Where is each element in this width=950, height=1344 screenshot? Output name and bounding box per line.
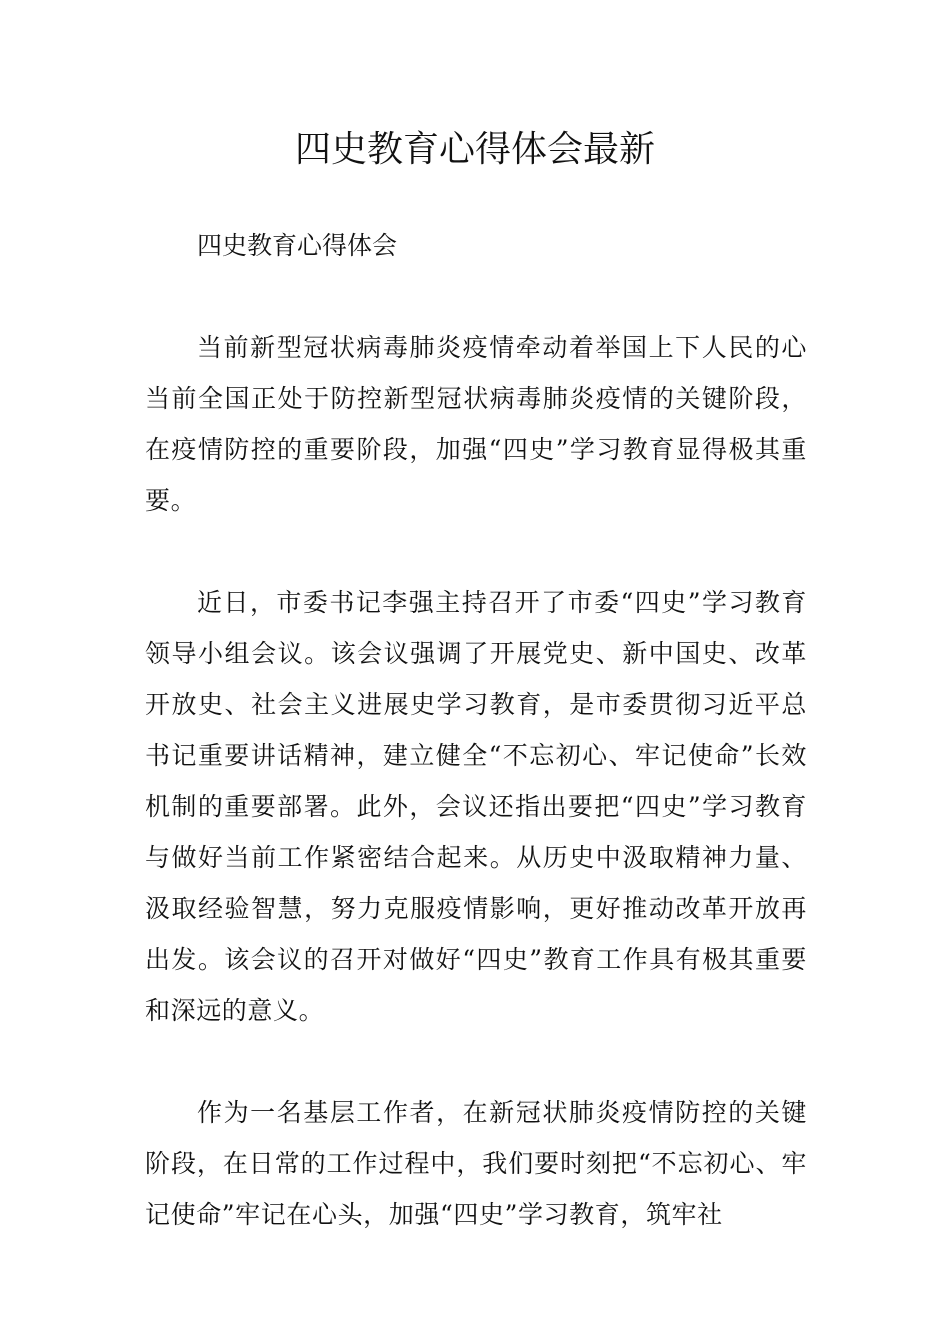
paragraph-3: 作为一名基层工作者，在新冠状肺炎疫情防控的关键阶段，在日常的工作过程中，我们要时刻把“不忘初心、牢记使命”牢记在心头，加强“四史”学习教育，筑牢社 (145, 1098, 807, 1229)
document-subtitle: 四史教育心得体会 (197, 231, 398, 260)
paragraph-2: 近日，市委书记李强主持召开了市委“四史”学习教育领导小组会议。该会议强调了开展党史、新中国史、改革开放史、社会主义进展史学习教育，是市委贯彻习近平总书记重要讲话精神，建立健全“不忘初心、牢记使命”长效机制的重要部署。此外，会议还指出要把“四史”学习教育与做好当前工作紧密结合起来。从历史中汲取精神力量、汲取经验智慧，努力克服疫情影响，更好推动改革开放再出发。该会议的召开对做好“四史”教育工作具有极其重要和深远的意义。 (145, 588, 807, 1025)
paragraph-1: 当前新型冠状病毒肺炎疫情牵动着举国上下人民的心当前全国正处于防控新型冠状病毒肺炎疫情的关键阶段，在疫情防控的重要阶段，加强“四史”学习教育显得极其重要。 (145, 333, 807, 515)
document-body (145, 220, 807, 1240)
document-title: 四史教育心得体会最新 (294, 129, 655, 170)
